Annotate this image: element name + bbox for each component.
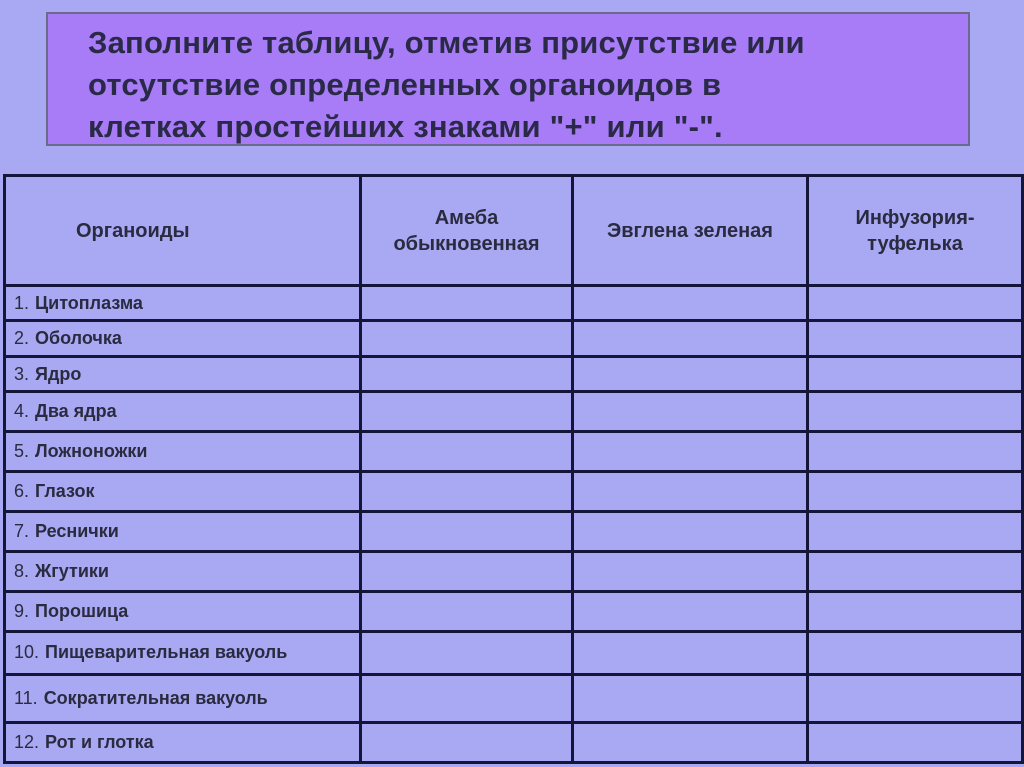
row-number: 7. bbox=[14, 520, 30, 541]
answer-cell-euglena[interactable] bbox=[573, 357, 808, 392]
organoid-name-cell bbox=[5, 286, 361, 321]
table-row bbox=[5, 511, 1023, 551]
answer-cell-amoeba[interactable] bbox=[361, 321, 573, 357]
row-number: 6. bbox=[14, 480, 30, 501]
table-row bbox=[5, 632, 1023, 674]
organoid-label: Сократительная вакуоль bbox=[43, 687, 268, 708]
answer-cell-infusoria[interactable] bbox=[808, 592, 1023, 632]
answer-cell-infusoria[interactable] bbox=[808, 511, 1023, 551]
row-number: 5. bbox=[14, 440, 30, 461]
row-number: 4. bbox=[14, 401, 30, 421]
answer-cell-euglena[interactable] bbox=[573, 722, 808, 762]
organoids-table bbox=[3, 174, 1024, 764]
answer-cell-amoeba[interactable] bbox=[361, 592, 573, 632]
organoid-name-cell bbox=[5, 392, 361, 431]
answer-cell-euglena[interactable] bbox=[573, 321, 808, 357]
answer-cell-infusoria[interactable] bbox=[808, 471, 1023, 511]
row-number: 2. bbox=[14, 328, 30, 349]
organoid-label: Цитоплазма bbox=[35, 292, 143, 313]
organoid-name-cell bbox=[5, 511, 361, 551]
answer-cell-infusoria[interactable] bbox=[808, 357, 1023, 392]
row-number: 12. bbox=[14, 731, 40, 752]
organoid-name-cell bbox=[5, 357, 361, 392]
answer-cell-infusoria[interactable] bbox=[808, 321, 1023, 357]
organoid-label: Ядро bbox=[35, 363, 82, 384]
answer-cell-euglena[interactable] bbox=[573, 471, 808, 511]
answer-cell-euglena[interactable] bbox=[573, 552, 808, 592]
answer-cell-euglena[interactable] bbox=[573, 632, 808, 674]
row-number: 8. bbox=[14, 561, 30, 582]
answer-cell-infusoria[interactable] bbox=[808, 392, 1023, 431]
organoid-label: Жгутики bbox=[35, 561, 109, 582]
organoid-label: Пищеварительная вакуоль bbox=[45, 642, 288, 663]
instruction-box bbox=[46, 12, 970, 146]
answer-cell-amoeba[interactable] bbox=[361, 286, 573, 321]
organoid-name-cell bbox=[5, 722, 361, 762]
organoid-label: Реснички bbox=[35, 520, 119, 541]
organoid-label: Рот и глотка bbox=[45, 731, 154, 752]
row-number: 10. bbox=[14, 642, 40, 663]
organoid-label: Ложноножки bbox=[35, 440, 148, 461]
answer-cell-infusoria[interactable] bbox=[808, 722, 1023, 762]
answer-cell-amoeba[interactable] bbox=[361, 632, 573, 674]
row-number: 1. bbox=[14, 292, 30, 313]
table-row bbox=[5, 552, 1023, 592]
table-row bbox=[5, 321, 1023, 357]
header-infusoria: Инфузория-туфелька bbox=[808, 176, 1023, 286]
answer-cell-infusoria[interactable] bbox=[808, 431, 1023, 471]
answer-cell-euglena[interactable] bbox=[573, 511, 808, 551]
table-row bbox=[5, 286, 1023, 321]
organoid-label: Порошица bbox=[35, 601, 129, 622]
row-number: 11. bbox=[14, 687, 38, 708]
answer-cell-euglena[interactable] bbox=[573, 674, 808, 722]
answer-cell-amoeba[interactable] bbox=[361, 357, 573, 392]
answer-cell-infusoria[interactable] bbox=[808, 286, 1023, 321]
instruction-line-3: клетках простейших знаками "+" или "-". bbox=[88, 109, 723, 144]
organoid-label: Два ядра bbox=[35, 401, 117, 421]
table-row bbox=[5, 357, 1023, 392]
row-number: 3. bbox=[14, 363, 30, 384]
table-row bbox=[5, 471, 1023, 511]
answer-cell-euglena[interactable] bbox=[573, 392, 808, 431]
organoid-name-cell bbox=[5, 592, 361, 632]
organoid-name-cell bbox=[5, 431, 361, 471]
organoid-label: Глазок bbox=[35, 480, 95, 501]
answer-cell-amoeba[interactable] bbox=[361, 674, 573, 722]
answer-cell-amoeba[interactable] bbox=[361, 392, 573, 431]
answer-cell-amoeba[interactable] bbox=[361, 431, 573, 471]
header-organoids: Органоиды bbox=[5, 176, 361, 286]
table-row bbox=[5, 431, 1023, 471]
instruction-line-2: отсутствие определенных органоидов в bbox=[88, 67, 722, 102]
table-row bbox=[5, 592, 1023, 632]
organoid-label: Оболочка bbox=[35, 328, 122, 349]
organoid-name-cell bbox=[5, 674, 361, 722]
answer-cell-infusoria[interactable] bbox=[808, 552, 1023, 592]
answer-cell-amoeba[interactable] bbox=[361, 722, 573, 762]
organoid-name-cell bbox=[5, 552, 361, 592]
answer-cell-amoeba[interactable] bbox=[361, 471, 573, 511]
answer-cell-euglena[interactable] bbox=[573, 431, 808, 471]
answer-cell-euglena[interactable] bbox=[573, 592, 808, 632]
table-header-row bbox=[5, 176, 1023, 286]
organoid-name-cell bbox=[5, 321, 361, 357]
answer-cell-amoeba[interactable] bbox=[361, 511, 573, 551]
row-number: 9. bbox=[14, 601, 30, 622]
organoid-name-cell bbox=[5, 632, 361, 674]
answer-cell-infusoria[interactable] bbox=[808, 674, 1023, 722]
instruction-line-1: Заполните таблицу, отметив присутствие или bbox=[88, 25, 805, 60]
header-euglena: Эвглена зеленая bbox=[573, 176, 808, 286]
table-row bbox=[5, 392, 1023, 431]
answer-cell-infusoria[interactable] bbox=[808, 632, 1023, 674]
table-row bbox=[5, 722, 1023, 762]
organoid-name-cell bbox=[5, 471, 361, 511]
answer-cell-amoeba[interactable] bbox=[361, 552, 573, 592]
table-row bbox=[5, 674, 1023, 722]
header-amoeba: Амеба обыкновенная bbox=[361, 176, 573, 286]
answer-cell-euglena[interactable] bbox=[573, 286, 808, 321]
